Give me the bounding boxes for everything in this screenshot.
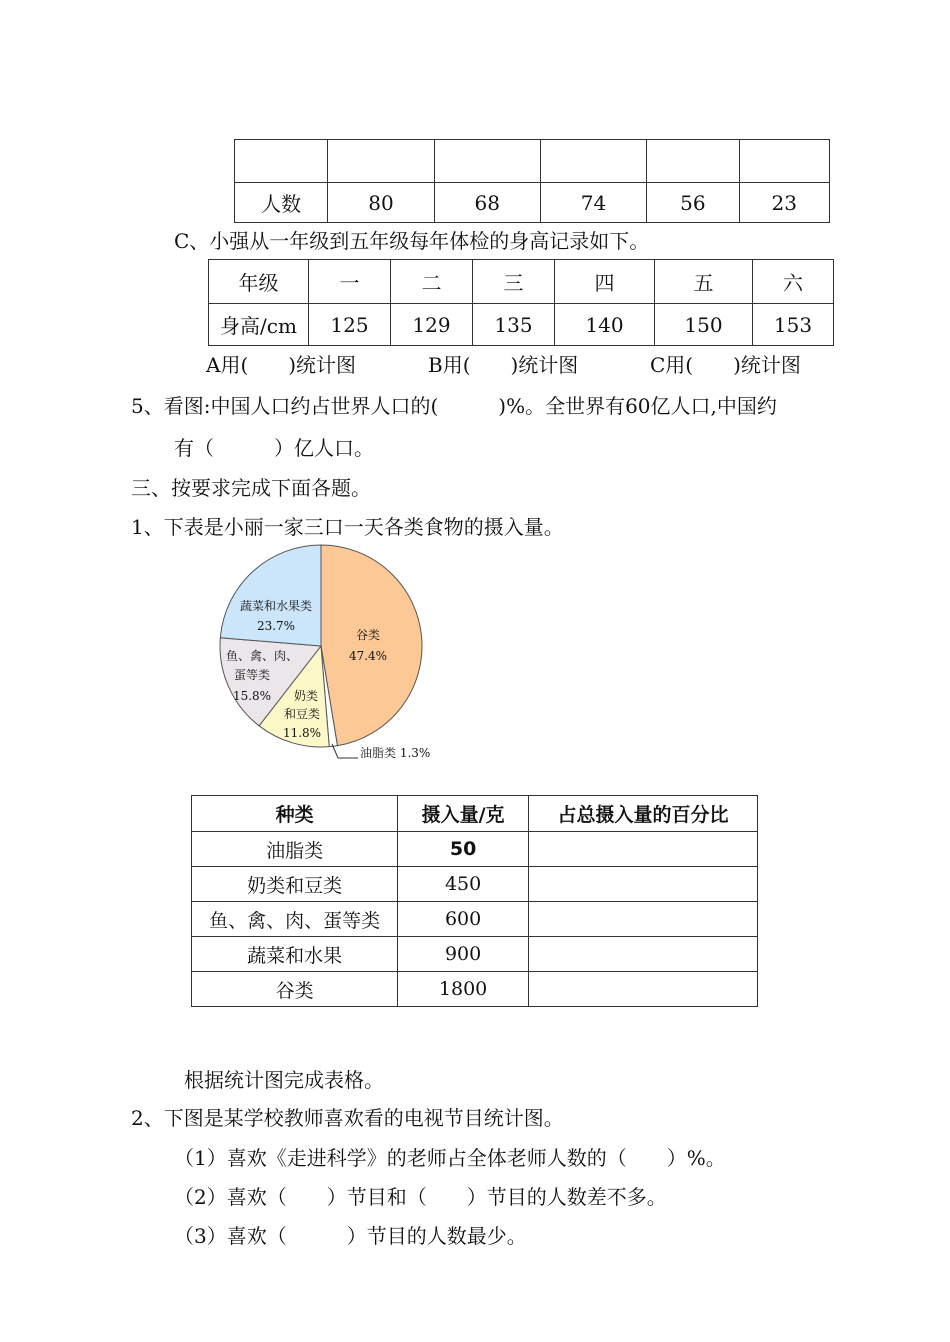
- table-cell[interactable]: [528, 832, 757, 867]
- table-row: [192, 832, 758, 867]
- table-cell: 二: [391, 260, 473, 304]
- table-cell: 56: [647, 183, 739, 223]
- table-row: [209, 260, 834, 304]
- table-cell: 四: [555, 260, 655, 304]
- table-header-cell: 摄入量/克: [398, 796, 529, 832]
- table-cell[interactable]: [528, 972, 757, 1007]
- table-height-record: [208, 259, 834, 346]
- table-cell: 年级: [209, 260, 309, 304]
- table-cell: 三: [473, 260, 555, 304]
- table-cell: [739, 140, 829, 183]
- table-people-count: [234, 139, 830, 223]
- table-cell: [647, 140, 739, 183]
- table-cell: 74: [540, 183, 646, 223]
- question-2-sub2: （2）喜欢（ ）节目和（ ）节目的人数差不多。: [174, 1185, 667, 1209]
- question-1-instruction: 根据统计图完成表格。: [184, 1068, 384, 1092]
- veg-value: 23.7%: [256, 619, 296, 633]
- item-c-text: C、小强从一年级到五年级每年体检的身高记录如下。: [174, 229, 650, 253]
- question-2-title: 2、下图是某学校教师喜欢看的电视节目统计图。: [131, 1106, 564, 1130]
- table-row: [192, 867, 758, 902]
- question-1-title: 1、下表是小丽一家三口一天各类食物的摄入量。: [131, 515, 564, 539]
- table-cell: 140: [555, 304, 655, 346]
- fish-value: 15.8%: [232, 689, 272, 703]
- table-cell: 一: [309, 260, 391, 304]
- table-row: [209, 304, 834, 346]
- table-cell: [540, 140, 646, 183]
- table-cell: 谷类: [192, 972, 398, 1007]
- table-cell[interactable]: [528, 937, 757, 972]
- pie-slice-0: [321, 545, 422, 746]
- milk-label-2: 和豆类: [283, 707, 321, 721]
- table-cell: 身高/cm: [209, 304, 309, 346]
- grain-label: 谷类: [355, 628, 381, 642]
- table-header-cell: 种类: [192, 796, 398, 832]
- table-cell: 五: [655, 260, 753, 304]
- table-cell: 150: [655, 304, 753, 346]
- table-cell: 人数: [235, 183, 328, 223]
- question-2-sub1: （1）喜欢《走进科学》的老师占全体老师人数的（ ）%。: [174, 1146, 726, 1170]
- milk-label-1: 奶类: [293, 689, 319, 703]
- table-cell: 23: [739, 183, 829, 223]
- question-2-sub3: （3）喜欢（ ）节目的人数最少。: [174, 1224, 527, 1248]
- table-cell: 125: [309, 304, 391, 346]
- table-cell: 1800: [398, 972, 529, 1007]
- food-pie-chart: [200, 540, 460, 770]
- section-3-title: 三、按要求完成下面各题。: [131, 476, 371, 500]
- table-row: [192, 937, 758, 972]
- table-cell: [328, 140, 434, 183]
- table-cell: 129: [391, 304, 473, 346]
- table-row: [192, 902, 758, 937]
- veg-label: 蔬菜和水果类: [239, 599, 313, 613]
- table-row: [235, 183, 830, 223]
- table-row: [235, 140, 830, 183]
- choice-c: C用( )统计图: [650, 353, 801, 377]
- table-cell: 68: [434, 183, 540, 223]
- table-header-row: [192, 796, 758, 832]
- question-5-line1: 5、看图:中国人口约占世界人口的( )%。全世界有60亿人口,中国约: [131, 394, 777, 418]
- question-5-line2: 有（ ）亿人口。: [174, 436, 374, 460]
- table-food-intake: [191, 795, 758, 1007]
- table-cell: 油脂类: [192, 832, 398, 867]
- oil-label: 油脂类 1.3%: [360, 746, 431, 760]
- table-cell: [235, 140, 328, 183]
- fish-label-2: 蛋等类: [233, 668, 271, 682]
- choice-a: A用( )统计图: [206, 353, 357, 377]
- table-cell: 450: [398, 867, 529, 902]
- choice-b: B用( )统计图: [428, 353, 579, 377]
- table-cell: 135: [473, 304, 555, 346]
- table-header-cell: 占总摄入量的百分比: [528, 796, 757, 832]
- milk-value: 11.8%: [282, 726, 322, 740]
- table-cell: 六: [753, 260, 834, 304]
- fish-label-1: 鱼、禽、肉、: [225, 649, 299, 663]
- grain-value: 47.4%: [348, 649, 388, 663]
- table-cell: 153: [753, 304, 834, 346]
- table-cell: 蔬菜和水果: [192, 937, 398, 972]
- table-cell: 600: [398, 902, 529, 937]
- table-cell: 鱼、禽、肉、蛋等类: [192, 902, 398, 937]
- table-cell: 900: [398, 937, 529, 972]
- table-cell[interactable]: [528, 867, 757, 902]
- table-row: [192, 972, 758, 1007]
- table-cell: 80: [328, 183, 434, 223]
- table-cell: [434, 140, 540, 183]
- table-cell[interactable]: [528, 902, 757, 937]
- table-cell: 奶类和豆类: [192, 867, 398, 902]
- table-cell: 50: [398, 832, 529, 867]
